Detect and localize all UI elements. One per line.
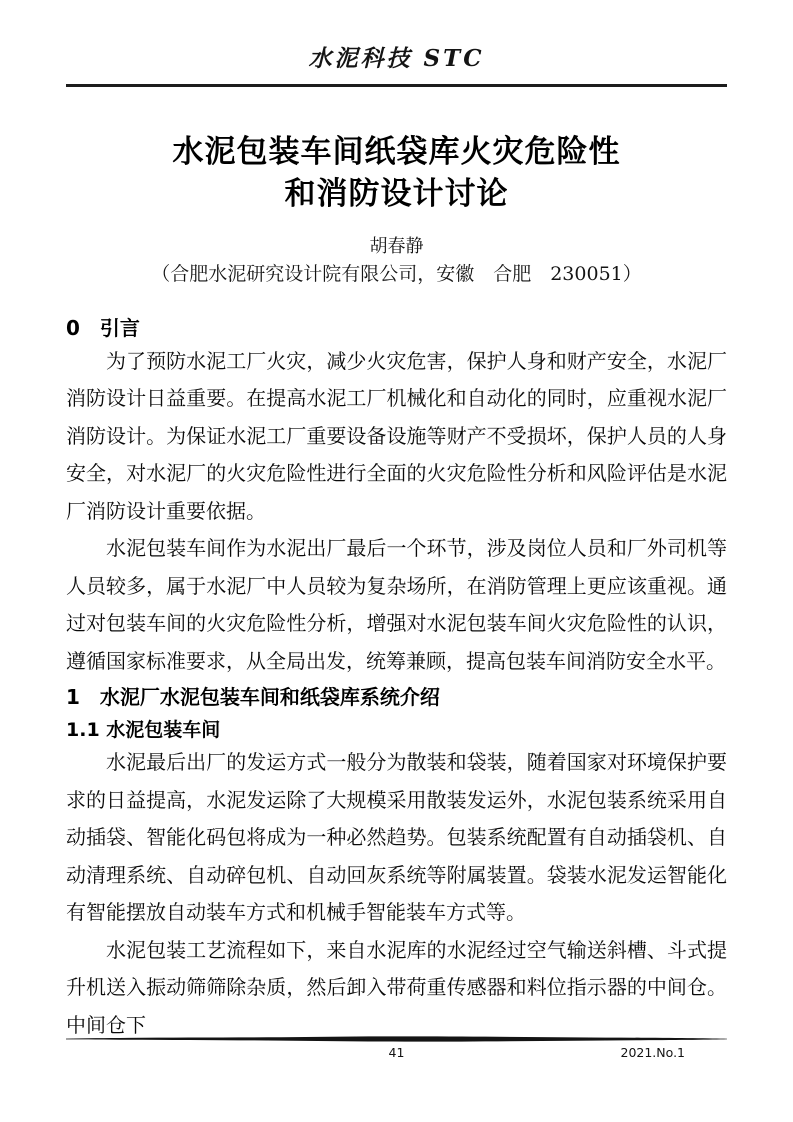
paragraph-section11-2: 水泥包装工艺流程如下，来自水泥库的水泥经过空气输送斜槽、斗式提升机送入振动筛筛除杂质，然后卸入带荷重传感器和料位指示器的中间仓。中间仓下: [66, 937, 727, 1037]
issue-number: 2021.No.1: [620, 1045, 685, 1060]
article-title-line2: 和消防设计讨论: [284, 175, 509, 212]
paragraph-section11-1: 水泥最后出厂的发运方式一般分为散装和袋装，随着国家对环境保护要求的日益提高，水泥发运除了大规模采用散装发运外，水泥包装系统采用自动插袋、智能化码包将成为一种必然趋势。包装系统配置有自动插袋机、自动清理系统、自动碎包机、自动回灰系统等附属装置。袋装水泥发运智能化有智能摆放自动装车方式和机械手智能装车方式等。: [66, 750, 727, 924]
section-heading-0-introduction: 0 引言: [66, 315, 140, 340]
article-title-line1: 水泥包装车间纸袋库火灾危险性: [172, 133, 621, 170]
footer-decorative-rule: [66, 1034, 727, 1044]
paragraph-intro-1: 为了预防水泥工厂火灾，减少火灾危害，保护人身和财产安全，水泥厂消防设计日益重要。在提高水泥工厂机械化和自动化的同时，应重视水泥厂消防设计。为保证水泥工厂重要设备设施等财产不受损坏，保护人员的人身安全，对水泥厂的火灾危险性进行全面的火灾危险性分析和风险评估是水泥厂消防设计重要依据。: [66, 348, 727, 523]
subsection-heading-1-1: 1.1 水泥包装车间: [66, 719, 221, 741]
journal-header: 水泥科技 STC: [308, 45, 485, 72]
section-heading-1: 1 水泥厂水泥包装车间和纸袋库系统介绍: [66, 685, 440, 709]
page-footer: [66, 1034, 727, 1062]
paragraph-intro-2: 水泥包装车间作为水泥出厂最后一个环节，涉及岗位人员和厂外司机等人员较多，属于水泥厂中人员较为复杂场所，在消防管理上更应该重视。通过对包装车间的火灾危险性分析，增强对水泥包装车间火灾危险性的认识，遵循国家标准要求，从全局出发，统筹兼顾，提高包装车间消防安全水平。: [66, 536, 727, 673]
author-affiliation: （合肥水泥研究设计院有限公司，安徽 合肥 230051）: [151, 262, 642, 285]
page-number: 41: [388, 1045, 405, 1060]
header-rule: [66, 84, 727, 87]
author-name: 胡春静: [369, 235, 424, 257]
footer-texts: [66, 1044, 727, 1062]
article-title: [66, 131, 727, 215]
